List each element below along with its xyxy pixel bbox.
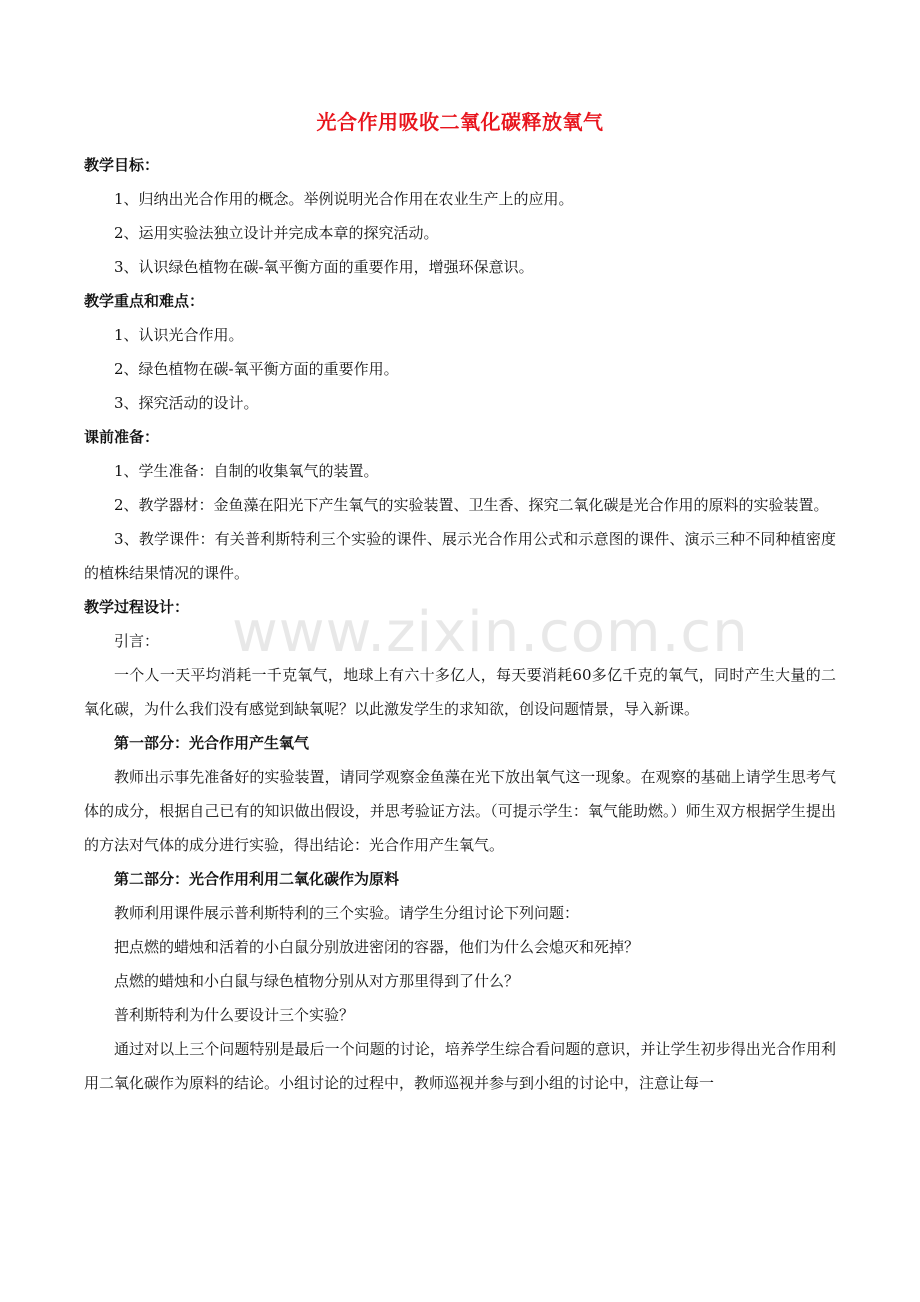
preparation-item: 1、学生准备：自制的收集氧气的装置。 bbox=[114, 462, 379, 480]
key-point-item: 2、绿色植物在碳-氧平衡方面的重要作用。 bbox=[114, 360, 399, 378]
process-heading: 教学过程设计： bbox=[84, 598, 190, 616]
part2-question: 把点燃的蜡烛和活着的小白鼠分别放进密闭的容器，他们为什么会熄灭和死掉？ bbox=[114, 938, 640, 956]
key-point-item: 1、认识光合作用。 bbox=[114, 326, 244, 344]
intro-paragraph: 一个人一天平均消耗一千克氧气，地球上有六十多亿人，每天要消耗60多亿千克的氧气，同时产生大量的二氧化碳，为什么我们没有感觉到缺氧呢？以此激发学生的求知欲，创设问题情景，导入新课。 bbox=[84, 666, 836, 718]
document-title: 光合作用吸收二氧化碳释放氧气 bbox=[316, 110, 604, 134]
part2-heading: 第二部分：光合作用利用二氧化碳作为原料 bbox=[114, 870, 400, 888]
objective-item: 2、运用实验法独立设计并完成本章的探究活动。 bbox=[114, 224, 439, 242]
preparation-item: 2、教学器材：金鱼藻在阳光下产生氧气的实验装置、卫生香、探究二氧化碳是光合作用的原料的实验装置。 bbox=[114, 496, 829, 514]
part2-question: 点燃的蜡烛和小白鼠与绿色植物分别从对方那里得到了什么？ bbox=[114, 972, 520, 990]
key-point-item: 3、探究活动的设计。 bbox=[114, 394, 259, 412]
part2-paragraph: 通过对以上三个问题特别是最后一个问题的讨论，培养学生综合看问题的意识，并让学生初步得出光合作用利用二氧化碳作为原料的结论。小组讨论的过程中，教师巡视并参与到小组的讨论中，注意让每一 bbox=[84, 1040, 836, 1092]
part1-heading: 第一部分：光合作用产生氧气 bbox=[114, 734, 310, 752]
part1-paragraph: 教师出示事先准备好的实验装置，请同学观察金鱼藻在光下放出氧气这一现象。在观察的基础上请学生思考气体的成分，根据自己已有的知识做出假设，并思考验证方法。（可提示学生：氧气能助燃。）师生双方根据学生提出的方法对气体的成分进行实验，得出结论：光合作用产生氧气。 bbox=[84, 768, 836, 854]
part2-paragraph: 教师利用课件展示普利斯特利的三个实验。请学生分组讨论下列问题： bbox=[114, 904, 580, 922]
intro-label: 引言： bbox=[114, 632, 160, 650]
part2-question: 普利斯特利为什么要设计三个实验？ bbox=[114, 1006, 355, 1024]
watermark: www.zixin.com.cn bbox=[232, 600, 749, 665]
objective-item: 3、认识绿色植物在碳-氧平衡方面的重要作用，增强环保意识。 bbox=[114, 258, 534, 276]
objective-item: 1、归纳出光合作用的概念。举例说明光合作用在农业生产上的应用。 bbox=[114, 190, 574, 208]
key-points-heading: 教学重点和难点： bbox=[84, 292, 205, 310]
objectives-heading: 教学目标： bbox=[84, 156, 160, 174]
preparation-heading: 课前准备： bbox=[84, 428, 160, 446]
preparation-item: 3、教学课件：有关普利斯特利三个实验的课件、展示光合作用公式和示意图的课件、演示三种不同种植密度的植株结果情况的课件。 bbox=[84, 530, 836, 582]
document-page bbox=[84, 108, 836, 1100]
